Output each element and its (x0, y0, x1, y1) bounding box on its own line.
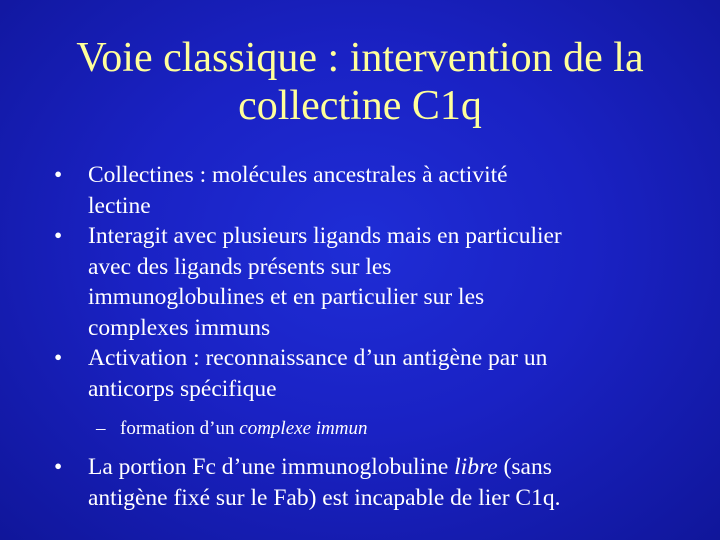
bullet-marker: • (54, 162, 63, 188)
sub-bullet-marker: – (96, 418, 106, 439)
bullet-marker: • (54, 454, 63, 480)
bullet-item-collectines (54, 160, 674, 221)
bullet-marker: • (54, 345, 63, 371)
bullet-text-line: lectine (88, 192, 151, 219)
bullet-text-segment: (sans (497, 454, 552, 480)
bullet-text-line: complexes immuns (88, 314, 271, 341)
bullet-item-portion-fc (54, 452, 674, 513)
bullet-text-line: Collectines : molécules ancestrales à activité (88, 162, 508, 188)
bullet-text-line: antigène fixé sur le Fab) est incapable de lier C1q. (88, 484, 561, 511)
bullet-text-line: Interagit avec plusieurs ligands mais en particulier (88, 223, 562, 249)
bullet-text-line: avec des ligands présents sur les (88, 253, 392, 280)
slide-content (54, 160, 674, 513)
bullet-text-emphasis: libre (454, 454, 498, 480)
sub-bullet-emphasis: complexe immun (239, 418, 368, 439)
slide-title-line-2: collectine C1q (238, 83, 482, 129)
bullet-text-segment: La portion Fc d’une immunoglobuline (88, 454, 455, 480)
slide-title-line-1: Voie classique : intervention de la (76, 35, 644, 81)
slide-title (20, 34, 700, 130)
bullet-marker: • (54, 223, 63, 249)
bullet-item-interagit (54, 221, 674, 343)
bullet-text-line: Activation : reconnaissance d’un antigène par un (88, 345, 548, 371)
bullet-text-line: anticorps spécifique (88, 375, 277, 402)
bullet-item-activation (54, 343, 674, 404)
sub-bullet-text: formation d’un (120, 418, 240, 439)
bullet-text-line: immunoglobulines et en particulier sur les (88, 284, 485, 310)
sub-bullet-formation (54, 417, 674, 441)
bullet-text-line (88, 452, 674, 483)
